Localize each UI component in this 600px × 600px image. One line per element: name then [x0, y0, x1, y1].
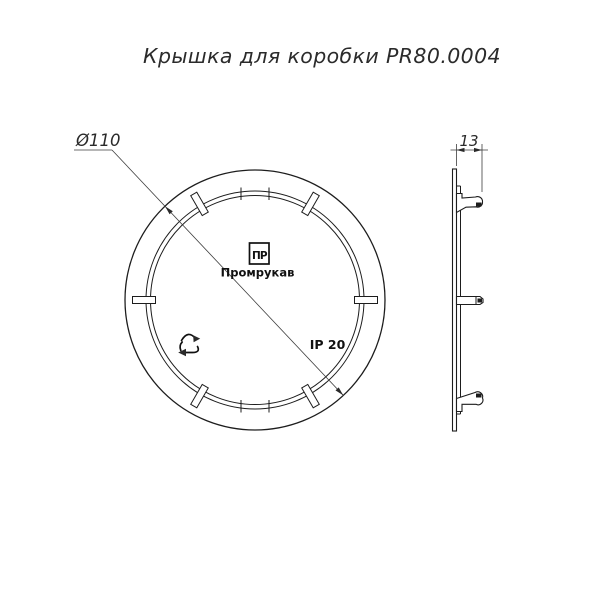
thickness-dimension-label: 13	[459, 132, 479, 150]
ip-rating-label: IP 20	[309, 337, 346, 352]
brand-logo-monogram: ПР	[252, 249, 267, 262]
brand-name-label: Промрукав	[220, 265, 295, 280]
front-view	[74, 131, 385, 430]
side-view	[451, 132, 489, 431]
locking-tab	[355, 297, 378, 304]
lid-outer-circle	[125, 170, 385, 430]
clip-tab-tooth	[476, 203, 482, 207]
locking-tab	[133, 297, 156, 304]
lid-plate-profile	[453, 169, 457, 431]
clip-tab-tooth	[476, 394, 482, 398]
diameter-dimension-label: Ø110	[76, 131, 121, 150]
page-title: Крышка для коробки PR80.0004	[142, 44, 502, 68]
clip-tab-tooth	[478, 299, 483, 303]
